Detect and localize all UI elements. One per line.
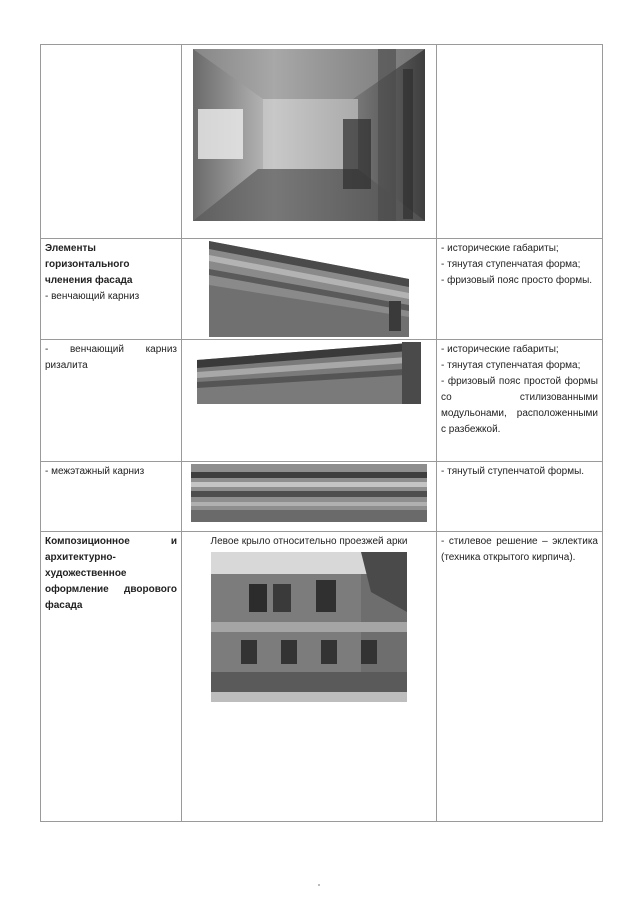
element-cell	[41, 239, 182, 340]
features-cell	[437, 462, 603, 532]
risalit-cornice-photo	[197, 342, 421, 404]
table-row	[41, 462, 603, 532]
table-row	[41, 239, 603, 340]
photo-caption: Левое крыло относительно проезжей арки	[210, 536, 408, 547]
feature-item: - тянутый ступенчатой формы.	[441, 466, 585, 477]
feature-item: - исторические габариты;	[441, 243, 559, 254]
element-cell	[41, 45, 182, 239]
feature-item: - фризовый пояс просто формы.	[441, 275, 593, 286]
corridor-photo	[193, 49, 425, 221]
feature-item: - тянутая ступенчатая форма;	[441, 259, 581, 270]
interfloor-cornice-photo	[191, 464, 427, 522]
photo-cell	[182, 532, 437, 822]
element-title: Элементы горизонтального членения фасада	[45, 243, 133, 286]
table-row	[41, 45, 603, 239]
photo-cell	[182, 239, 437, 340]
element-subtitle: - венчающий карниз	[45, 291, 140, 302]
element-title: Композиционное и архитектурно-художественное оформление дворового фасада	[45, 536, 177, 611]
feature-item: - тянутая ступенчатая форма;	[441, 360, 581, 371]
feature-item: - фризовый пояс простой формы со стилизованными модульонами, расположенными с разбежкой.	[441, 376, 598, 435]
element-cell	[41, 532, 182, 822]
element-subtitle: - венчающий карниз ризалита	[45, 344, 177, 371]
table-row	[41, 340, 603, 462]
heritage-elements-table	[40, 44, 603, 822]
feature-item: - стилевое решение – эклектика (техника открытого кирпича).	[441, 536, 598, 563]
features-cell	[437, 45, 603, 239]
features-cell	[437, 532, 603, 822]
features-cell	[437, 239, 603, 340]
features-cell	[437, 340, 603, 462]
page-mark	[318, 884, 320, 886]
feature-item: - исторические габариты;	[441, 344, 559, 355]
photo-cell	[182, 340, 437, 462]
photo-cell	[182, 462, 437, 532]
element-subtitle: - межэтажный карниз	[45, 466, 145, 477]
element-cell	[41, 462, 182, 532]
element-cell	[41, 340, 182, 462]
cornice-photo	[209, 241, 409, 337]
photo-cell	[182, 45, 437, 239]
courtyard-facade-photo	[211, 552, 407, 702]
table-row	[41, 532, 603, 822]
